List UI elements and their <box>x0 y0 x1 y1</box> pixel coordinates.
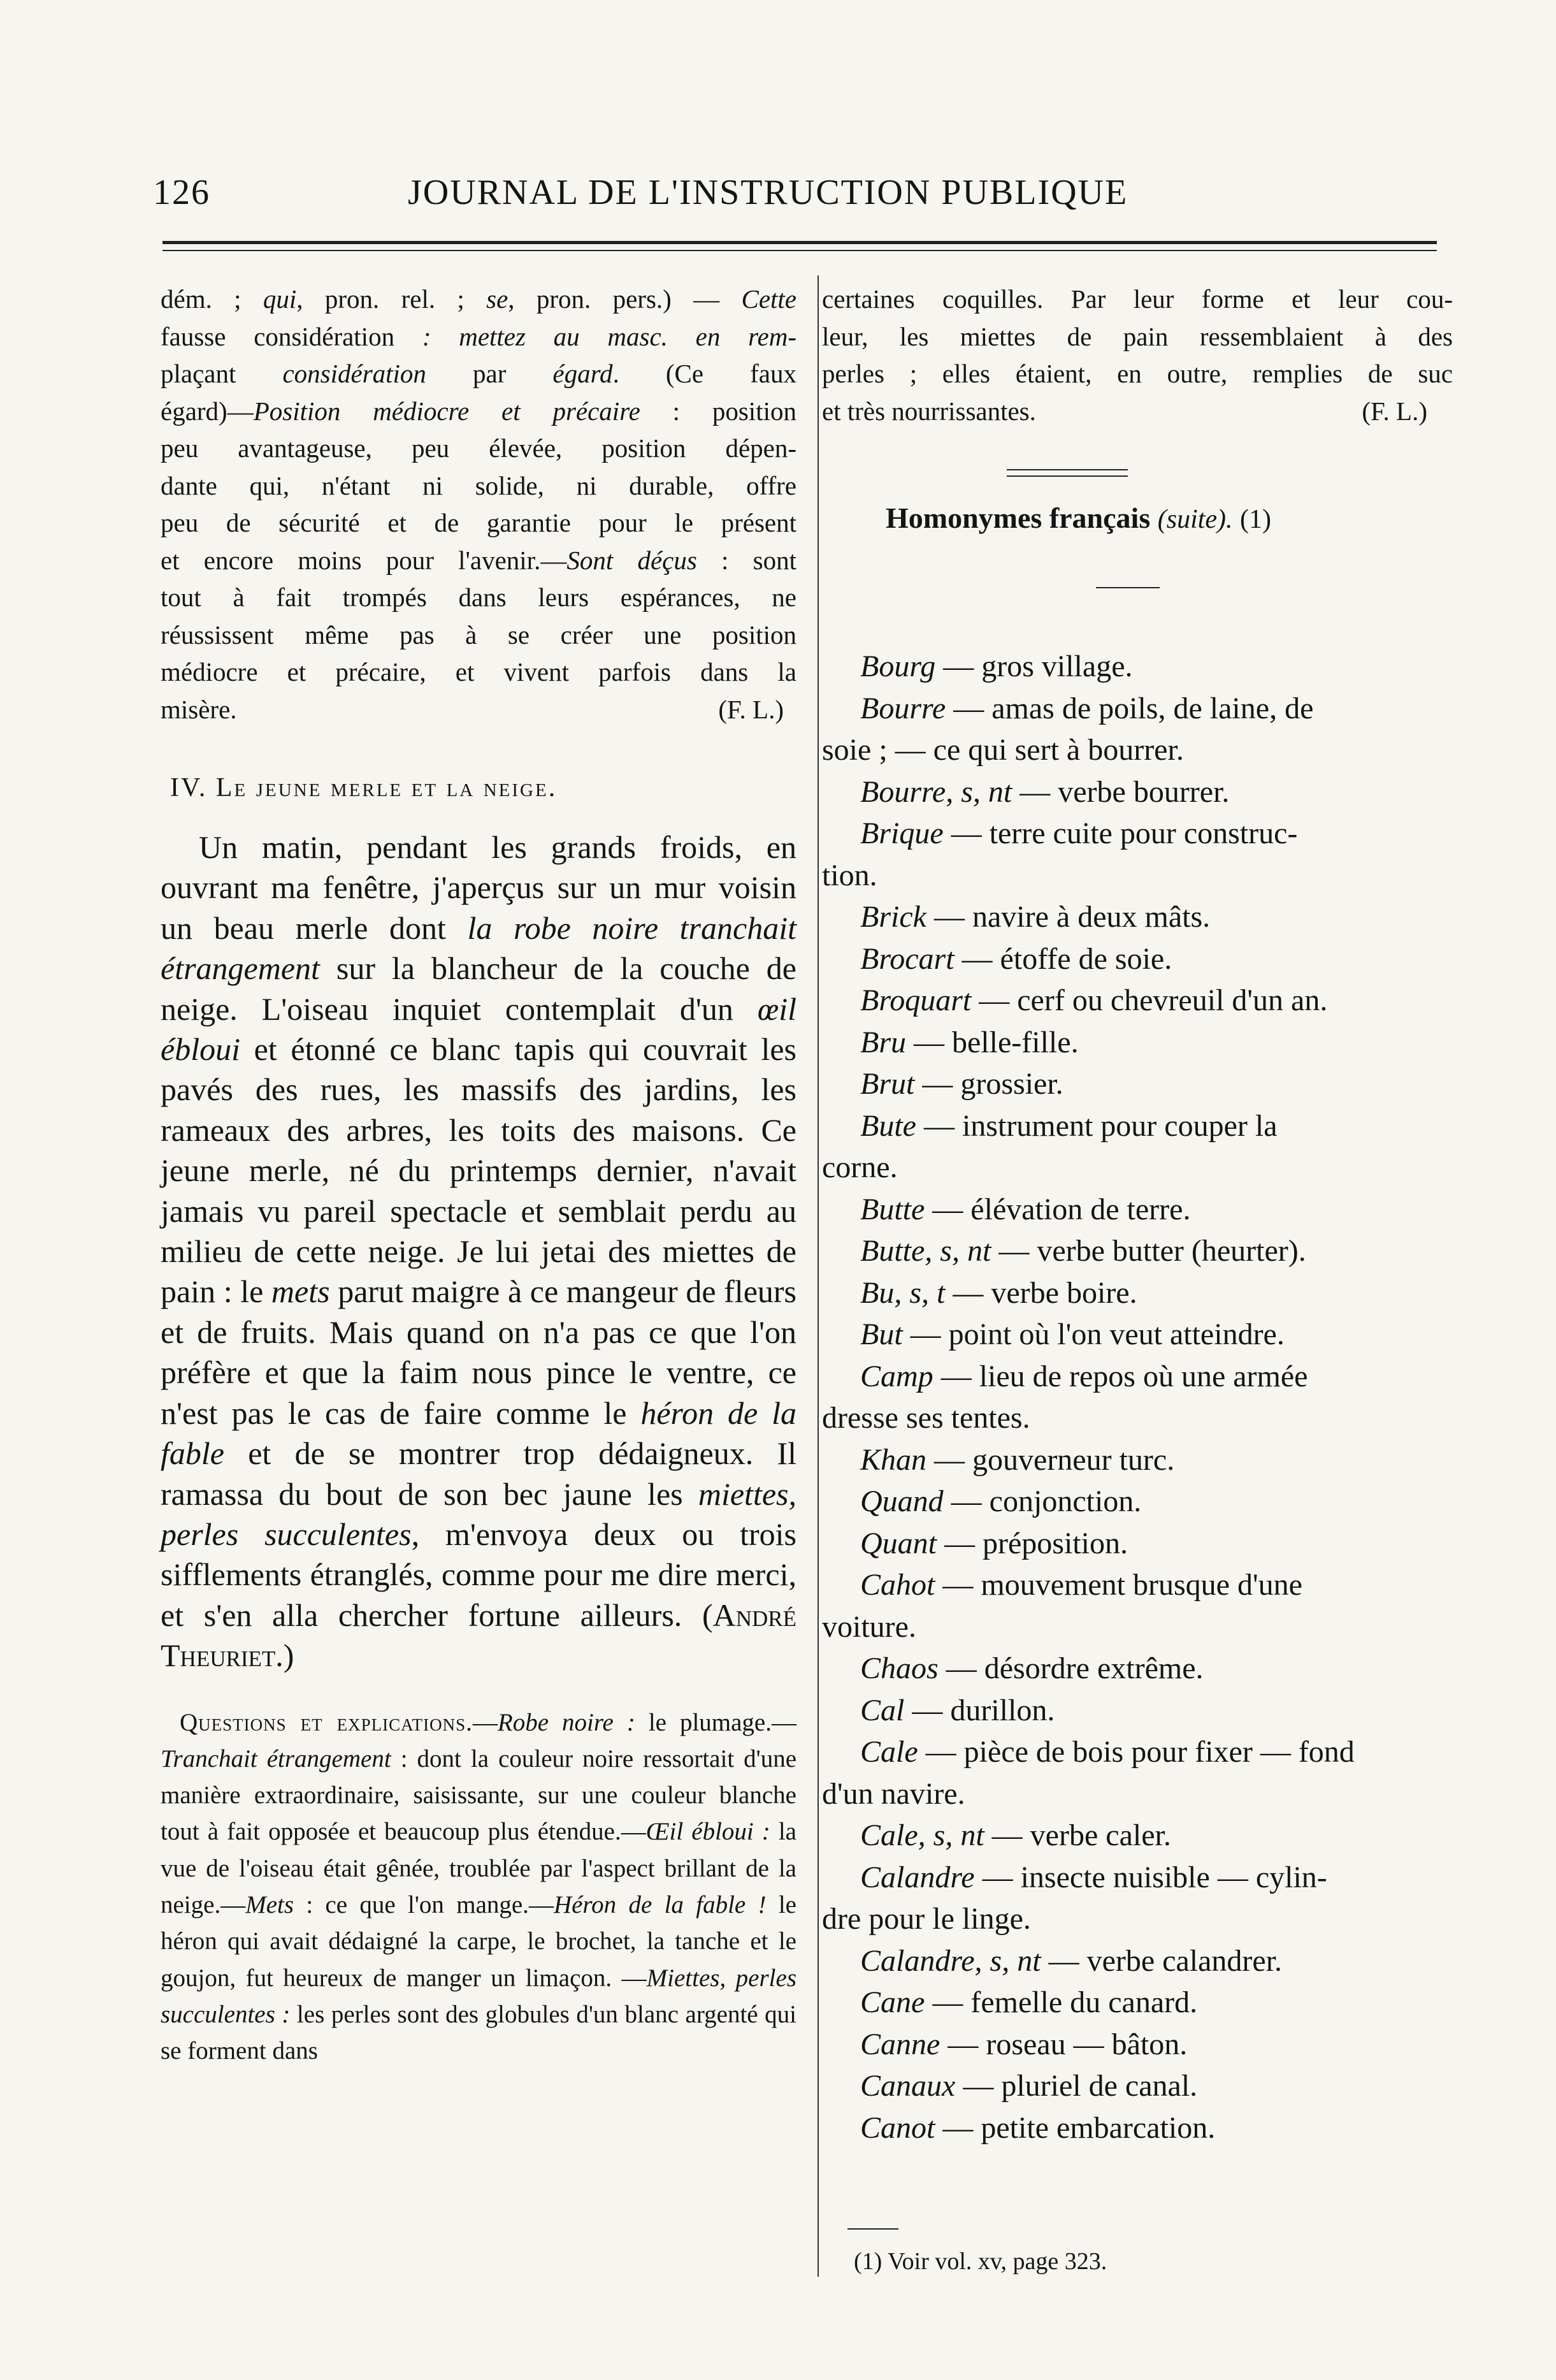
story-text-4: parut maigre à ce mangeur de fleurs et de fruits. Mais quand on n'a pas ce que l'on préfère et que la faim nous pince le ventre, ce n'est pas le cas de faire comme le <box>161 1273 797 1431</box>
explanation-line <box>161 467 796 505</box>
explanation-italic: : mettez au masc. en rem- <box>394 321 796 351</box>
explanation-text: égard)— <box>161 396 254 426</box>
homonym-word: Bu, s, t <box>860 1275 946 1310</box>
continuation-line: leur, les miettes de pain ressemblaient à des <box>822 321 1453 351</box>
homonym-word: Brick <box>860 900 926 934</box>
story-author: (André Theuriet.) <box>161 1597 796 1674</box>
story-text-6: , m'envoya deux ou trois sifflements étranglés, comme pour me dire merci, et s'en alla chercher fortune ailleurs. <box>161 1516 796 1633</box>
homonym-entry <box>822 1356 1453 1398</box>
homonym-entry <box>822 1982 1453 2024</box>
homonym-definition: — gouverneur turc. <box>926 1442 1175 1477</box>
explanation-italic: qui <box>263 284 297 314</box>
continuation-line: perles ; elles étaient, en outre, remplies de suc <box>822 359 1453 388</box>
homonym-entry <box>822 2065 1453 2107</box>
homonym-definition: voiture. <box>822 1609 916 1644</box>
explanation-italic: se <box>486 284 508 314</box>
explanation-text: : position <box>640 396 796 426</box>
explanation-text: peu avantageuse, peu élevée, position dépen- <box>161 433 796 463</box>
explanation-text: et encore moins pour l'avenir.— <box>161 545 567 575</box>
homonym-entry <box>822 1063 1453 1105</box>
explanation-text: médiocre et précaire, et vivent parfois dans la <box>161 657 796 686</box>
qa-text-3: : dont la couleur noire ressortait d'une manière extraordinaire, saisissante, sur une couleur blanche tout à fait opposée et beaucoup plus étendue.— <box>161 1745 797 1846</box>
homonym-definition: — désordre extrême. <box>938 1651 1204 1685</box>
homonym-definition: — conjonction. <box>943 1484 1142 1518</box>
homonym-word: Broquart <box>860 983 972 1017</box>
story-paragraph <box>161 827 796 1676</box>
homonym-word: Canne <box>860 2027 940 2061</box>
homonym-definition: — verbe butter (heurter). <box>991 1234 1306 1268</box>
homonym-entry <box>822 1481 1453 1523</box>
homonym-definition: — instrument pour couper la <box>916 1108 1278 1143</box>
homonym-word: Butte, s, nt <box>860 1234 991 1268</box>
homonym-definition: — verbe calandrer. <box>1041 1943 1283 1978</box>
homonym-word: Chaos <box>860 1651 939 1685</box>
homonym-entry <box>822 729 1453 771</box>
explanation-text: tout à fait trompés dans leurs espérances, ne <box>161 583 796 612</box>
homonym-entry <box>822 896 1453 938</box>
homonym-definition: — préposition. <box>937 1526 1128 1560</box>
explanation-text: fausse considération <box>161 321 395 351</box>
homonym-word: Khan <box>860 1442 927 1477</box>
homonym-footnote-ref: (1) <box>1240 505 1272 534</box>
qa-italic-3: Œil ébloui : <box>645 1818 770 1846</box>
homonym-definition: — navire à deux mâts. <box>926 900 1211 934</box>
homonym-definition: — élévation de terre. <box>925 1192 1191 1226</box>
homonym-entry <box>822 1564 1453 1606</box>
page-number: 126 <box>153 173 210 212</box>
explanation-italic: égard <box>552 359 613 388</box>
homonym-word: Bru <box>860 1025 906 1059</box>
header-rule-thin <box>162 250 1437 251</box>
homonym-definition: — durillon. <box>904 1693 1055 1727</box>
homonym-definition: — verbe caler. <box>984 1818 1171 1852</box>
story-text-5: et de se montrer trop dédaigneux. Il ramassa du bout de son bec jaune les <box>161 1435 796 1512</box>
section-title: IV. Le jeune merle et la neige. <box>170 773 558 802</box>
journal-title: JOURNAL DE L'INSTRUCTION PUBLIQUE <box>408 173 1128 212</box>
continuation-block <box>822 280 1453 393</box>
qa-italic-4: Mets <box>245 1891 294 1919</box>
explanation-line <box>161 355 796 393</box>
homonym-word: Quand <box>860 1484 944 1518</box>
qa-text-1: — <box>472 1708 498 1736</box>
homonym-word: Butte <box>860 1192 925 1226</box>
homonym-suite: (suite). <box>1157 505 1233 534</box>
homonym-entry <box>822 1690 1453 1732</box>
explanation-line <box>161 430 796 467</box>
explanation-line <box>161 542 796 579</box>
homonym-definition: — grossier. <box>914 1067 1063 1101</box>
homonym-word: Quant <box>860 1526 937 1560</box>
explanation-text: plaçant <box>161 359 283 388</box>
homonym-definition: — point où l'on veut atteindre. <box>902 1317 1285 1351</box>
homonym-definition: — femelle du canard. <box>925 1985 1198 2019</box>
story-text-1: Un matin, pendant les grands froids, en ouvrant ma fenêtre, j'aperçus sur un mur voisin un beau merle dont <box>161 829 796 946</box>
homonym-word: Bute <box>860 1108 916 1143</box>
homonym-word: Cahot <box>860 1568 935 1602</box>
short-divider <box>1096 587 1160 588</box>
divider-line-2 <box>1007 475 1128 477</box>
homonym-entry <box>822 1022 1453 1064</box>
homonym-definition: tion. <box>822 858 877 892</box>
homonym-word: Calandre <box>860 1860 975 1894</box>
homonym-entry <box>822 1147 1453 1189</box>
homonym-entry <box>822 688 1453 730</box>
continuation-line: certaines coquilles. Par leur forme et leur cou- <box>822 284 1453 314</box>
homonym-word: Calandre, s, nt <box>860 1943 1041 1978</box>
homonym-word: Brocart <box>860 941 954 976</box>
homonym-entry <box>822 2024 1453 2066</box>
homonym-entry <box>822 1272 1453 1314</box>
explanation-text: réussissent même pas à se créer une position <box>161 620 796 649</box>
questions-heading: Questions et explications. <box>180 1708 473 1736</box>
footnote-rule <box>847 2228 898 2230</box>
homonym-definition: corne. <box>822 1150 898 1184</box>
explanation-last-text: misère. <box>161 694 237 724</box>
story-text-3: et étonné ce blanc tapis qui couvrait les pavés des rues, les massifs des jardins, les rameaux des arbres, les toits des maisons. Ce jeune merle, né du printemps dernier, n'avait jamais vu pareil spectacle et semblait perdu au milieu de cette neige. Je lui jetai des miettes de pain : le <box>161 1031 796 1310</box>
page-header <box>153 172 1427 229</box>
explanation-signature: (F. L.) <box>718 694 784 724</box>
divider-line-1 <box>1007 469 1128 470</box>
story-italic-3: mets <box>271 1273 330 1310</box>
explanation-line <box>161 318 796 356</box>
homonym-title: Homonymes français <box>886 502 1151 534</box>
qa-text-2: le plumage.— <box>635 1708 796 1736</box>
homonym-word: Bourre, s, nt <box>860 774 1012 809</box>
explanation-line <box>161 393 796 430</box>
homonym-entry <box>822 646 1453 688</box>
continuation-last-text: et très nourrissantes. <box>822 396 1036 426</box>
explanation-line <box>161 616 796 654</box>
qa-italic-5: Héron de la fable ! <box>553 1891 767 1919</box>
qa-italic-6: Miettes, perles succulentes : <box>161 1964 796 2028</box>
homonym-word: Cale <box>860 1735 918 1769</box>
homonym-entry <box>822 771 1453 813</box>
homonym-definition: — étoffe de soie. <box>954 941 1172 976</box>
homonym-definition: — terre cuite pour construc- <box>943 816 1298 850</box>
homonym-entry <box>822 1898 1453 1940</box>
qa-text-5: : ce que l'on mange.— <box>294 1891 554 1919</box>
homonym-definition: — belle-fille. <box>906 1025 1079 1059</box>
explanation-text: peu de sécurité et de garantie pour le présent <box>161 508 796 537</box>
homonym-entry <box>822 980 1453 1022</box>
homonym-entry <box>822 1189 1453 1231</box>
explanation-text: : sont <box>696 545 796 575</box>
homonym-word: Bourre <box>860 691 946 725</box>
homonym-entry <box>822 938 1453 980</box>
column-separator <box>818 275 819 2277</box>
homonym-entry <box>822 1314 1453 1356</box>
homonym-entry <box>822 1523 1453 1565</box>
homonym-definition: — pluriel de canal. <box>955 2069 1198 2103</box>
continuation-last-line <box>822 393 1453 430</box>
homonym-definition: — verbe boire. <box>945 1275 1137 1310</box>
homonym-definition: — cerf ou chevreuil d'un an. <box>971 983 1328 1017</box>
double-divider <box>1007 469 1128 477</box>
homonym-word: Cane <box>860 1985 925 2019</box>
qa-text-4: la vue de l'oiseau était gênée, troublée par l'aspect brillant de la neige.— <box>161 1818 796 1919</box>
story-text-2: sur la blancheur de la couche de neige. L'oiseau inquiet contemplait d'un <box>161 950 796 1027</box>
homonym-entry <box>822 1857 1453 1899</box>
homonym-entry <box>822 2107 1453 2149</box>
homonym-entry <box>822 1731 1453 1773</box>
homonym-word: Cal <box>860 1693 905 1727</box>
homonym-definition: — roseau — bâton. <box>940 2027 1188 2061</box>
explanation-text: . (Ce faux <box>612 359 796 388</box>
explanation-text: dante qui, n'étant ni solide, ni durable, offre <box>161 470 796 500</box>
explanation-text: , pron. rel. ; <box>296 284 487 314</box>
homonym-word: Brut <box>860 1067 915 1101</box>
homonym-entry <box>822 813 1453 855</box>
questions-block <box>161 1704 796 2070</box>
explanation-italic: Position médiocre et précaire <box>253 396 640 426</box>
qa-text-6: le héron qui avait dédaigné la carpe, le brochet, la tanche et le goujon, fut heureux de manger un limaçon. — <box>161 1891 796 1992</box>
homonym-entry <box>822 1815 1453 1857</box>
continuation-signature: (F. L.) <box>1362 396 1427 426</box>
homonym-entry <box>822 1105 1453 1147</box>
explanation-line <box>161 280 796 318</box>
explanation-text: par <box>426 359 553 388</box>
explanation-line <box>161 579 796 616</box>
story-italic-2: œil ébloui <box>161 990 796 1068</box>
homonym-word: Cale, s, nt <box>860 1818 984 1852</box>
explanation-text: , pron. pers.) — <box>508 284 742 314</box>
story-italic-5: miettes, perles succulentes <box>161 1476 796 1552</box>
homonym-definition: dre pour le linge. <box>822 1902 1031 1936</box>
explanation-text: dém. ; <box>161 284 263 314</box>
right-column <box>822 280 1453 2275</box>
homonym-word: Bourg <box>860 649 936 683</box>
homonym-word: Canaux <box>860 2069 956 2103</box>
footnote: (1) Voir vol. xv, page 323. <box>854 2248 1107 2275</box>
left-column <box>161 280 796 2070</box>
homonym-entry <box>822 1606 1453 1648</box>
homonym-entry <box>822 1773 1453 1815</box>
homonym-entry <box>822 1230 1453 1272</box>
homonym-definition: — verbe bourrer. <box>1012 774 1230 809</box>
homonym-definition: — mouvement brusque d'une <box>935 1568 1302 1602</box>
explanation-italic: Sont déçus <box>566 545 697 575</box>
homonym-word: Camp <box>860 1359 933 1393</box>
homonym-word: Brique <box>860 816 944 850</box>
homonym-definition: soie ; — ce qui sert à bourrer. <box>822 733 1184 767</box>
homonym-definition: — lieu de repos où une armée <box>933 1359 1308 1393</box>
header-rule-thick <box>162 241 1437 244</box>
homonym-definition: — gros village. <box>935 649 1133 683</box>
homonym-definition: — pièce de bois pour fixer — fond <box>918 1735 1355 1769</box>
explanation-italic: considération <box>282 359 426 388</box>
homonym-entry <box>822 1397 1453 1439</box>
homonym-word: But <box>860 1317 903 1351</box>
homonym-word: Canot <box>860 2110 935 2145</box>
explanation-line <box>161 653 796 691</box>
homonym-definition: — petite embarcation. <box>935 2110 1216 2145</box>
homonym-entry <box>822 1648 1453 1690</box>
story-italic-4: héron de la fable <box>161 1395 796 1472</box>
explanation-block <box>161 280 796 691</box>
homonym-list <box>822 646 1453 2149</box>
qa-italic-2: Tranchait étrangement <box>161 1745 391 1773</box>
qa-text-7: les perles sont des globules d'un blanc argenté qui se forment dans <box>161 2000 797 2065</box>
homonym-definition: — amas de poils, de laine, de <box>946 691 1314 725</box>
homonym-heading <box>886 501 1453 535</box>
homonym-entry <box>822 855 1453 897</box>
explanation-italic: Cette <box>741 284 796 314</box>
homonym-definition: dresse ses tentes. <box>822 1401 1030 1435</box>
homonym-entry <box>822 1439 1453 1481</box>
explanation-last-line <box>161 691 796 729</box>
qa-italic-1: Robe noire : <box>497 1708 635 1736</box>
homonym-definition: d'un navire. <box>822 1776 965 1811</box>
homonym-entry <box>822 1940 1453 1982</box>
explanation-line <box>161 504 796 542</box>
homonym-definition: — insecte nuisible — cylin- <box>974 1860 1327 1894</box>
story-italic-1: la robe noire tranchait étrangement <box>161 910 796 987</box>
